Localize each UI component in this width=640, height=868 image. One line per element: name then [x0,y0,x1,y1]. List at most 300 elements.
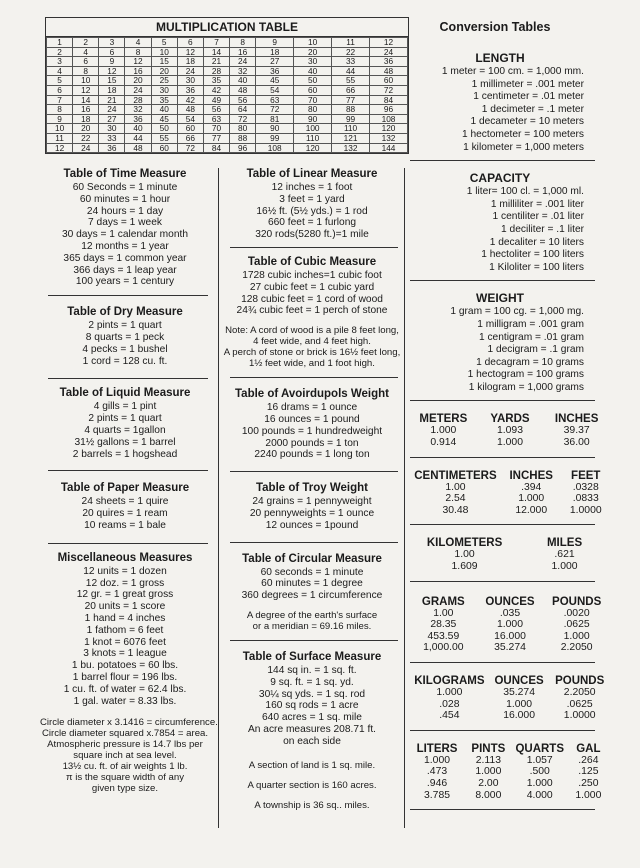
cm-cell: .0833 [572,493,599,505]
multiplication-cell: 18 [177,57,203,67]
grams-header: GRAMS [421,595,465,608]
meters-header: YARDS [490,413,530,426]
multiplication-cell: 20 [73,124,99,134]
cm-cell: .394 [521,481,542,493]
meters-header: INCHES [554,413,599,426]
divider [410,400,595,401]
liters-cell: .500 [529,766,550,778]
meters-cell: 36.00 [563,437,590,449]
multiplication-cell: 24 [73,143,99,153]
linear-line: 3 feet = 1 yard [279,193,345,205]
time-line: 24 hours = 1 day [86,205,164,217]
multiplication-cell: 8 [230,38,256,48]
avoir-line: 100 pounds = 1 hundredweight [241,425,383,437]
notes [40,717,218,795]
cm-header: CENTIMETERS [414,469,497,482]
multiplication-row [47,133,408,143]
meters-table [410,413,610,448]
multiplication-cell: 20 [294,47,332,57]
km-cell: 1.609 [451,561,478,573]
multiplication-cell: 12 [99,66,125,76]
multiplication-cell: 6 [73,57,99,67]
liters-cell: 1.000 [424,754,451,766]
kg-cell: 16.000 [503,710,535,722]
kg-cell: .0625 [566,698,593,710]
length-line: 1 kilometer = 1,000 meters [463,141,584,153]
cubic-line: 1728 cubic inches=1 cubic foot [242,269,382,281]
multiplication-cell: 120 [294,143,332,153]
linear-section [222,168,402,241]
multiplication-cell: 55 [332,76,370,86]
time-line: 60 Seconds = 1 minute [72,182,178,193]
divider [48,470,208,471]
cubic-section [222,256,402,317]
meters-cell: 1.000 [496,437,523,449]
notes-line: Circle diameter squared x.7854 = area. [41,728,209,740]
multiplication-cell: 56 [203,105,229,115]
multiplication-cell: 6 [99,47,125,57]
weight-line: 1 gram = 100 cg. = 1,000 mg. [450,306,584,318]
time-section [40,168,210,288]
kg-cell: 1.000 [506,698,533,710]
cm-cell: 12.000 [515,504,548,516]
grams-cell: 16.000 [494,630,526,642]
multiplication-cell: 40 [151,105,177,115]
divider [230,377,398,378]
multiplication-cell: 108 [370,114,408,124]
divider [48,543,208,544]
liters-cell: 1.057 [526,754,553,766]
paper-line: 24 sheets = 1 quire [81,496,169,508]
multiplication-cell: 8 [125,47,151,57]
misc-line: 1 gal. water = 8.33 lbs. [73,695,177,707]
weight-title: WEIGHT [476,291,524,306]
length-title: LENGTH [475,51,525,65]
multiplication-cell: 18 [99,85,125,95]
multiplication-cell: 121 [332,133,370,143]
multiplication-cell: 30 [99,124,125,134]
surface_notes [222,756,402,816]
weight-line: 1 centigram = .01 gram [478,331,584,343]
linear-title: Table of Linear Measure [246,168,378,180]
grams-table [410,596,610,654]
multiplication-cell: 72 [177,143,203,153]
multiplication-cell: 54 [177,114,203,124]
multiplication-cell: 28 [203,66,229,76]
multiplication-cell: 30 [177,76,203,86]
notes-line: Atmospheric pressure is 14.7 lbs per [47,739,203,751]
multiplication-cell: 9 [99,57,125,67]
multiplication-cell: 66 [177,133,203,143]
meters-cell: 1.093 [496,425,523,437]
capacity-line: 1 Kiloliter = 100 liters [489,261,584,273]
liquid-line: 2 pints = 1 quart [88,413,162,425]
liters-cell: 1.000 [475,766,502,778]
avoir-line: 16 drams = 1 ounce [266,402,358,414]
liters-cell: .264 [578,754,599,766]
paper-section [40,482,210,531]
liters-cell: 1.000 [526,777,553,789]
multiplication-cell: 110 [294,133,332,143]
multiplication-cell: 80 [294,105,332,115]
cubic-line: 27 cubic feet = 1 cubic yard [249,281,375,293]
multiplication-cell: 25 [151,76,177,86]
multiplication-row [47,143,408,153]
multiplication-cell: 33 [332,57,370,67]
grams-header: POUNDS [552,595,602,608]
length-line: 1 hectometer = 100 meters [461,128,584,140]
surface-section [222,651,402,748]
multiplication-row [47,85,408,95]
multiplication-cell: 4 [47,66,73,76]
dry-section [40,306,210,367]
multiplication-cell: 8 [73,66,99,76]
circular_notes-line: A degree of the earth's surface [246,609,378,621]
misc-line: 12 doz. = 1 gross [85,577,165,589]
multiplication-cell: 21 [203,57,229,67]
misc-line: 1 fathom = 6 feet [86,624,164,636]
multiplication-cell: 16 [125,66,151,76]
liquid-line: 31½ gallons = 1 barrel [74,436,176,448]
multiplication-cell: 63 [256,95,294,105]
multiplication-cell: 77 [203,133,229,143]
kg-cell: 1.0000 [563,710,596,722]
weight-line: 1 decigram = .1 gram [487,344,584,356]
surface-line: 144 sq in. = 1 sq. ft. [267,664,357,676]
notes-line: Circle diameter x 3.1416 = circumference. [40,717,218,729]
capacity-title: CAPACITY [469,171,531,186]
cm-cell: 30.48 [442,504,469,516]
misc-title: Miscellaneous Measures [57,551,193,564]
weight-line: 1 decagram = 10 grams [476,356,584,368]
circular-line: 60 seconds = 1 minute [260,566,364,578]
multiplication-cell: 32 [230,66,256,76]
capacity-line: 1 liter= 100 cl. = 1,000 ml. [466,186,584,198]
misc-line: 1 barrel flour = 196 lbs. [72,671,178,683]
multiplication-cell: 20 [125,76,151,86]
multiplication-cell: 48 [230,85,256,95]
kg-cell: 35.274 [503,687,535,698]
kg-header: KILOGRAMS [414,675,485,687]
multiplication-cell: 14 [73,95,99,105]
divider [230,640,398,641]
middle-column [222,166,402,816]
multiplication-cell: 16 [230,47,256,57]
multiplication-cell: 64 [230,105,256,115]
liters-cell: .250 [578,777,599,789]
multiplication-cell: 7 [47,95,73,105]
kg-cell: 1.000 [436,687,463,698]
multiplication-cell: 11 [332,38,370,48]
avoir-line: 2000 pounds = 1 ton [265,437,359,449]
cubic_notes-line: Note: A cord of wood is a pile 8 feet long, [225,325,399,337]
liters-header: QUARTS [515,742,564,755]
multiplication-cell: 108 [256,143,294,153]
misc-line: 12 units = 1 dozen [83,565,167,577]
multiplication-cell: 49 [203,95,229,105]
multiplication-cell: 12 [125,57,151,67]
multiplication-cell: 33 [99,133,125,143]
cubic-line: 24¾ cubic feet = 1 perch of stone [236,305,388,317]
time-line: 12 months = 1 year [81,240,169,252]
multiplication-cell: 84 [370,95,408,105]
multiplication-cell: 48 [177,105,203,115]
meters-header: METERS [419,413,468,426]
misc-line: 1 hand = 4 inches [84,612,166,624]
kg-table [410,675,610,722]
multiplication-cell: 10 [294,38,332,48]
cm-cell: .0328 [572,481,599,493]
multiplication-cell: 88 [230,133,256,143]
grams-cell: .035 [499,607,521,619]
multiplication-cell: 36 [125,114,151,124]
length-line: 1 decameter = 10 meters [470,116,584,128]
linear-line: 660 feet = 1 furlong [267,217,357,229]
divider [410,160,595,161]
time-line: 30 days = 1 calendar month [61,229,188,241]
cm-table [410,470,610,517]
multiplication-cell: 36 [370,57,408,67]
misc-section [40,552,210,708]
multiplication-cell: 100 [294,124,332,134]
linear-line: 320 rods(5280 ft.)=1 mile [255,229,369,241]
dry-line: 8 quarts = 1 peck [85,331,165,343]
multiplication-cell: 90 [294,114,332,124]
multiplication-cell: 81 [256,114,294,124]
km-cell: 1.000 [551,561,578,573]
multiplication-cell: 24 [125,85,151,95]
time-line: 100 years = 1 century [75,276,175,288]
liters-header: PINTS [471,742,506,755]
length-line: 1 millimeter = .001 meter [471,78,584,90]
divider [230,471,398,472]
multiplication-cell: 6 [47,85,73,95]
divider [410,730,595,731]
liters-header: LITERS [416,742,458,755]
capacity-line: 1 decaliter = 10 liters [489,236,584,248]
multiplication-cell: 4 [125,38,151,48]
cm-cell: 1.000 [518,493,545,505]
multiplication-cell: 88 [332,105,370,115]
liters-cell: 2.00 [478,777,499,789]
length-line: 1 decimeter = .1 meter [481,103,584,115]
multiplication-cell: 22 [73,133,99,143]
left-column [40,166,218,795]
cm-cell: 1.0000 [569,504,602,516]
kg-header: POUNDS [555,675,605,687]
cm-cell: 2.54 [445,493,466,505]
multiplication-cell: 42 [177,95,203,105]
multiplication-cell: 12 [73,85,99,95]
capacity-line: 1 milliliter = .001 liter [490,198,584,210]
avoir-section [222,388,402,461]
multiplication-cell: 10 [47,124,73,134]
km-header: MILES [546,537,583,550]
multiplication-cell: 80 [230,124,256,134]
cubic_notes-line: 4 feet wide, and 4 feet high. [253,336,371,348]
multiplication-cell: 32 [125,105,151,115]
cubic-line: 128 cubic feet = 1 cord of wood [241,293,383,305]
multiplication-cell: 36 [256,66,294,76]
multiplication-cell: 54 [256,85,294,95]
multiplication-cell: 16 [73,105,99,115]
multiplication-cell: 5 [47,76,73,86]
multiplication-table-title: MULTIPLICATION TABLE [46,18,408,37]
capacity-section [410,171,610,274]
misc-line: 20 units = 1 score [84,601,166,613]
cm-header: INCHES [509,469,553,482]
multiplication-cell: 7 [203,38,229,48]
divider [230,542,398,543]
paper-line: 10 reams = 1 bale [84,519,166,531]
length-line: 1 centimeter = .01 meter [473,91,584,103]
multiplication-cell: 20 [151,66,177,76]
multiplication-cell: 50 [151,124,177,134]
surface_notes-line: A township is 36 sq.. miles. [254,799,370,811]
conversion-tables-title: Conversion Tables [439,20,551,34]
paper-title: Table of Paper Measure [60,482,190,495]
liquid-section [40,387,210,460]
multiplication-cell: 44 [332,66,370,76]
notes-line: 13½ cu. ft. of air weights 1 lb. [62,761,188,773]
divider [230,247,398,248]
grams-cell: 35.274 [494,642,526,654]
multiplication-cell: 120 [370,124,408,134]
capacity-line: 1 centiliter = .01 liter [492,211,584,223]
cubic_notes-line: 1½ feet wide, and 1 foot high. [249,358,375,370]
multiplication-cell: 12 [177,47,203,57]
grams-cell: 1.000 [563,630,590,642]
cm-cell: 1.00 [445,481,466,493]
time-line: 7 days = 1 week [88,217,162,229]
multiplication-cell: 28 [125,95,151,105]
grams-cell: 1.000 [496,619,523,631]
column-divider-left [218,168,219,828]
multiplication-cell: 99 [256,133,294,143]
time-line: 365 days = 1 common year [63,252,187,264]
multiplication-cell: 12 [370,38,408,48]
multiplication-row [47,105,408,115]
multiplication-cell: 24 [177,66,203,76]
multiplication-cell: 5 [151,38,177,48]
surface-title: Table of Surface Measure [242,650,382,663]
multiplication-cell: 15 [151,57,177,67]
grams-cell: 28.35 [430,619,457,631]
misc-line: 3 knots = 1 league [83,648,167,660]
multiplication-cell: 8 [47,105,73,115]
circular-section [222,553,402,602]
troy-line: 20 pennyweights = 1 ounce [249,507,375,519]
multiplication-cell: 1 [47,38,73,48]
surface-line: 9 sq. ft. = 1 sq. yd. [270,676,354,688]
divider [410,581,595,582]
kg-header: OUNCES [494,675,544,687]
liters-cell: 2.113 [475,754,501,766]
time-line: 60 minutes = 1 hour [79,193,171,205]
linear-line: 16½ ft. (5½ yds.) = 1 rod [256,205,368,217]
multiplication-cell: 40 [294,66,332,76]
grams-cell: .0020 [563,607,590,619]
surface_notes-line: A quarter section is 160 acres. [247,779,377,791]
time-line: 366 days = 1 leap year [73,264,177,276]
meters-cell: 0.914 [430,437,457,449]
notes-line: π is the square width of any [65,772,185,784]
surface_notes-line: A section of land is 1 sq. mile. [248,759,376,771]
multiplication-cell: 4 [73,47,99,57]
multiplication-table [45,17,409,154]
cubic_notes-line: A perch of stone or brick is 16½ feet long, [223,347,401,359]
multiplication-cell: 40 [230,76,256,86]
multiplication-cell: 24 [99,105,125,115]
grams-cell: 1,000.00 [423,642,464,654]
time-title: Table of Time Measure [63,168,187,180]
multiplication-cell: 2 [47,47,73,57]
liquid-line: 4 quarts = 1gallon [84,424,166,436]
multiplication-cell: 70 [203,124,229,134]
circular-line: 360 degrees = 1 circumference [241,590,383,602]
multiplication-cell: 35 [203,76,229,86]
km-cell: 1.00 [454,549,475,561]
dry-line: 1 cord = 128 cu. ft. [82,355,168,367]
multiplication-cell: 72 [256,105,294,115]
multiplication-cell: 45 [151,114,177,124]
divider [48,295,208,296]
notes-line: given type size. [91,783,159,795]
dry-line: 2 pints = 1 quart [88,320,162,332]
circular-title: Table of Circular Measure [242,552,382,565]
surface-line: An acre measures 208.71 ft. [248,723,376,735]
multiplication-cell: 42 [203,85,229,95]
multiplication-cell: 9 [47,114,73,124]
kg-cell: .454 [439,710,460,722]
divider [410,457,595,458]
multiplication-cell: 60 [177,124,203,134]
multiplication-cell: 2 [73,38,99,48]
multiplication-cell: 55 [151,133,177,143]
liters-cell: 4.000 [526,789,553,801]
capacity-line: 1 deciliter = .1 liter [501,223,584,235]
misc-line: 12 gr. = 1 great gross [76,589,174,601]
km-cell: .621 [554,549,575,561]
multiplication-cell: 44 [125,133,151,143]
misc-line: 1 cu. ft. of water = 62.4 lbs. [63,683,187,695]
multiplication-row [47,38,408,48]
liters-cell: 3.785 [424,789,451,801]
length-section [410,51,610,154]
liquid-line: 2 barrels = 1 hogshead [72,448,178,460]
liters-cell: 1.000 [575,789,602,801]
avoir-line: 2240 pounds = 1 long ton [254,449,370,461]
multiplication-cell: 24 [230,57,256,67]
capacity-line: 1 hectoliter = 100 liters [481,249,584,261]
multiplication-cell: 56 [230,95,256,105]
multiplication-cell: 22 [332,47,370,57]
km-header: KILOMETERS [426,537,503,550]
misc-line: 1 knot = 6076 feet [84,636,166,648]
circular_notes-line: or a meridian = 69.16 miles. [252,620,372,632]
multiplication-cell: 60 [151,143,177,153]
troy-title: Table of Troy Weight [255,482,369,495]
notes-line: square inch at sea level. [73,750,177,762]
avoir-title: Table of Avoirdupols Weight [235,388,389,401]
multiplication-cell: 30 [294,57,332,67]
multiplication-cell: 35 [151,95,177,105]
surface-line: 160 sq rods = 1 acre [265,700,359,712]
multiplication-cell: 96 [370,105,408,115]
multiplication-cell: 11 [47,133,73,143]
kg-cell: 2.2050 [563,687,596,698]
grams-cell: .0625 [563,619,590,631]
